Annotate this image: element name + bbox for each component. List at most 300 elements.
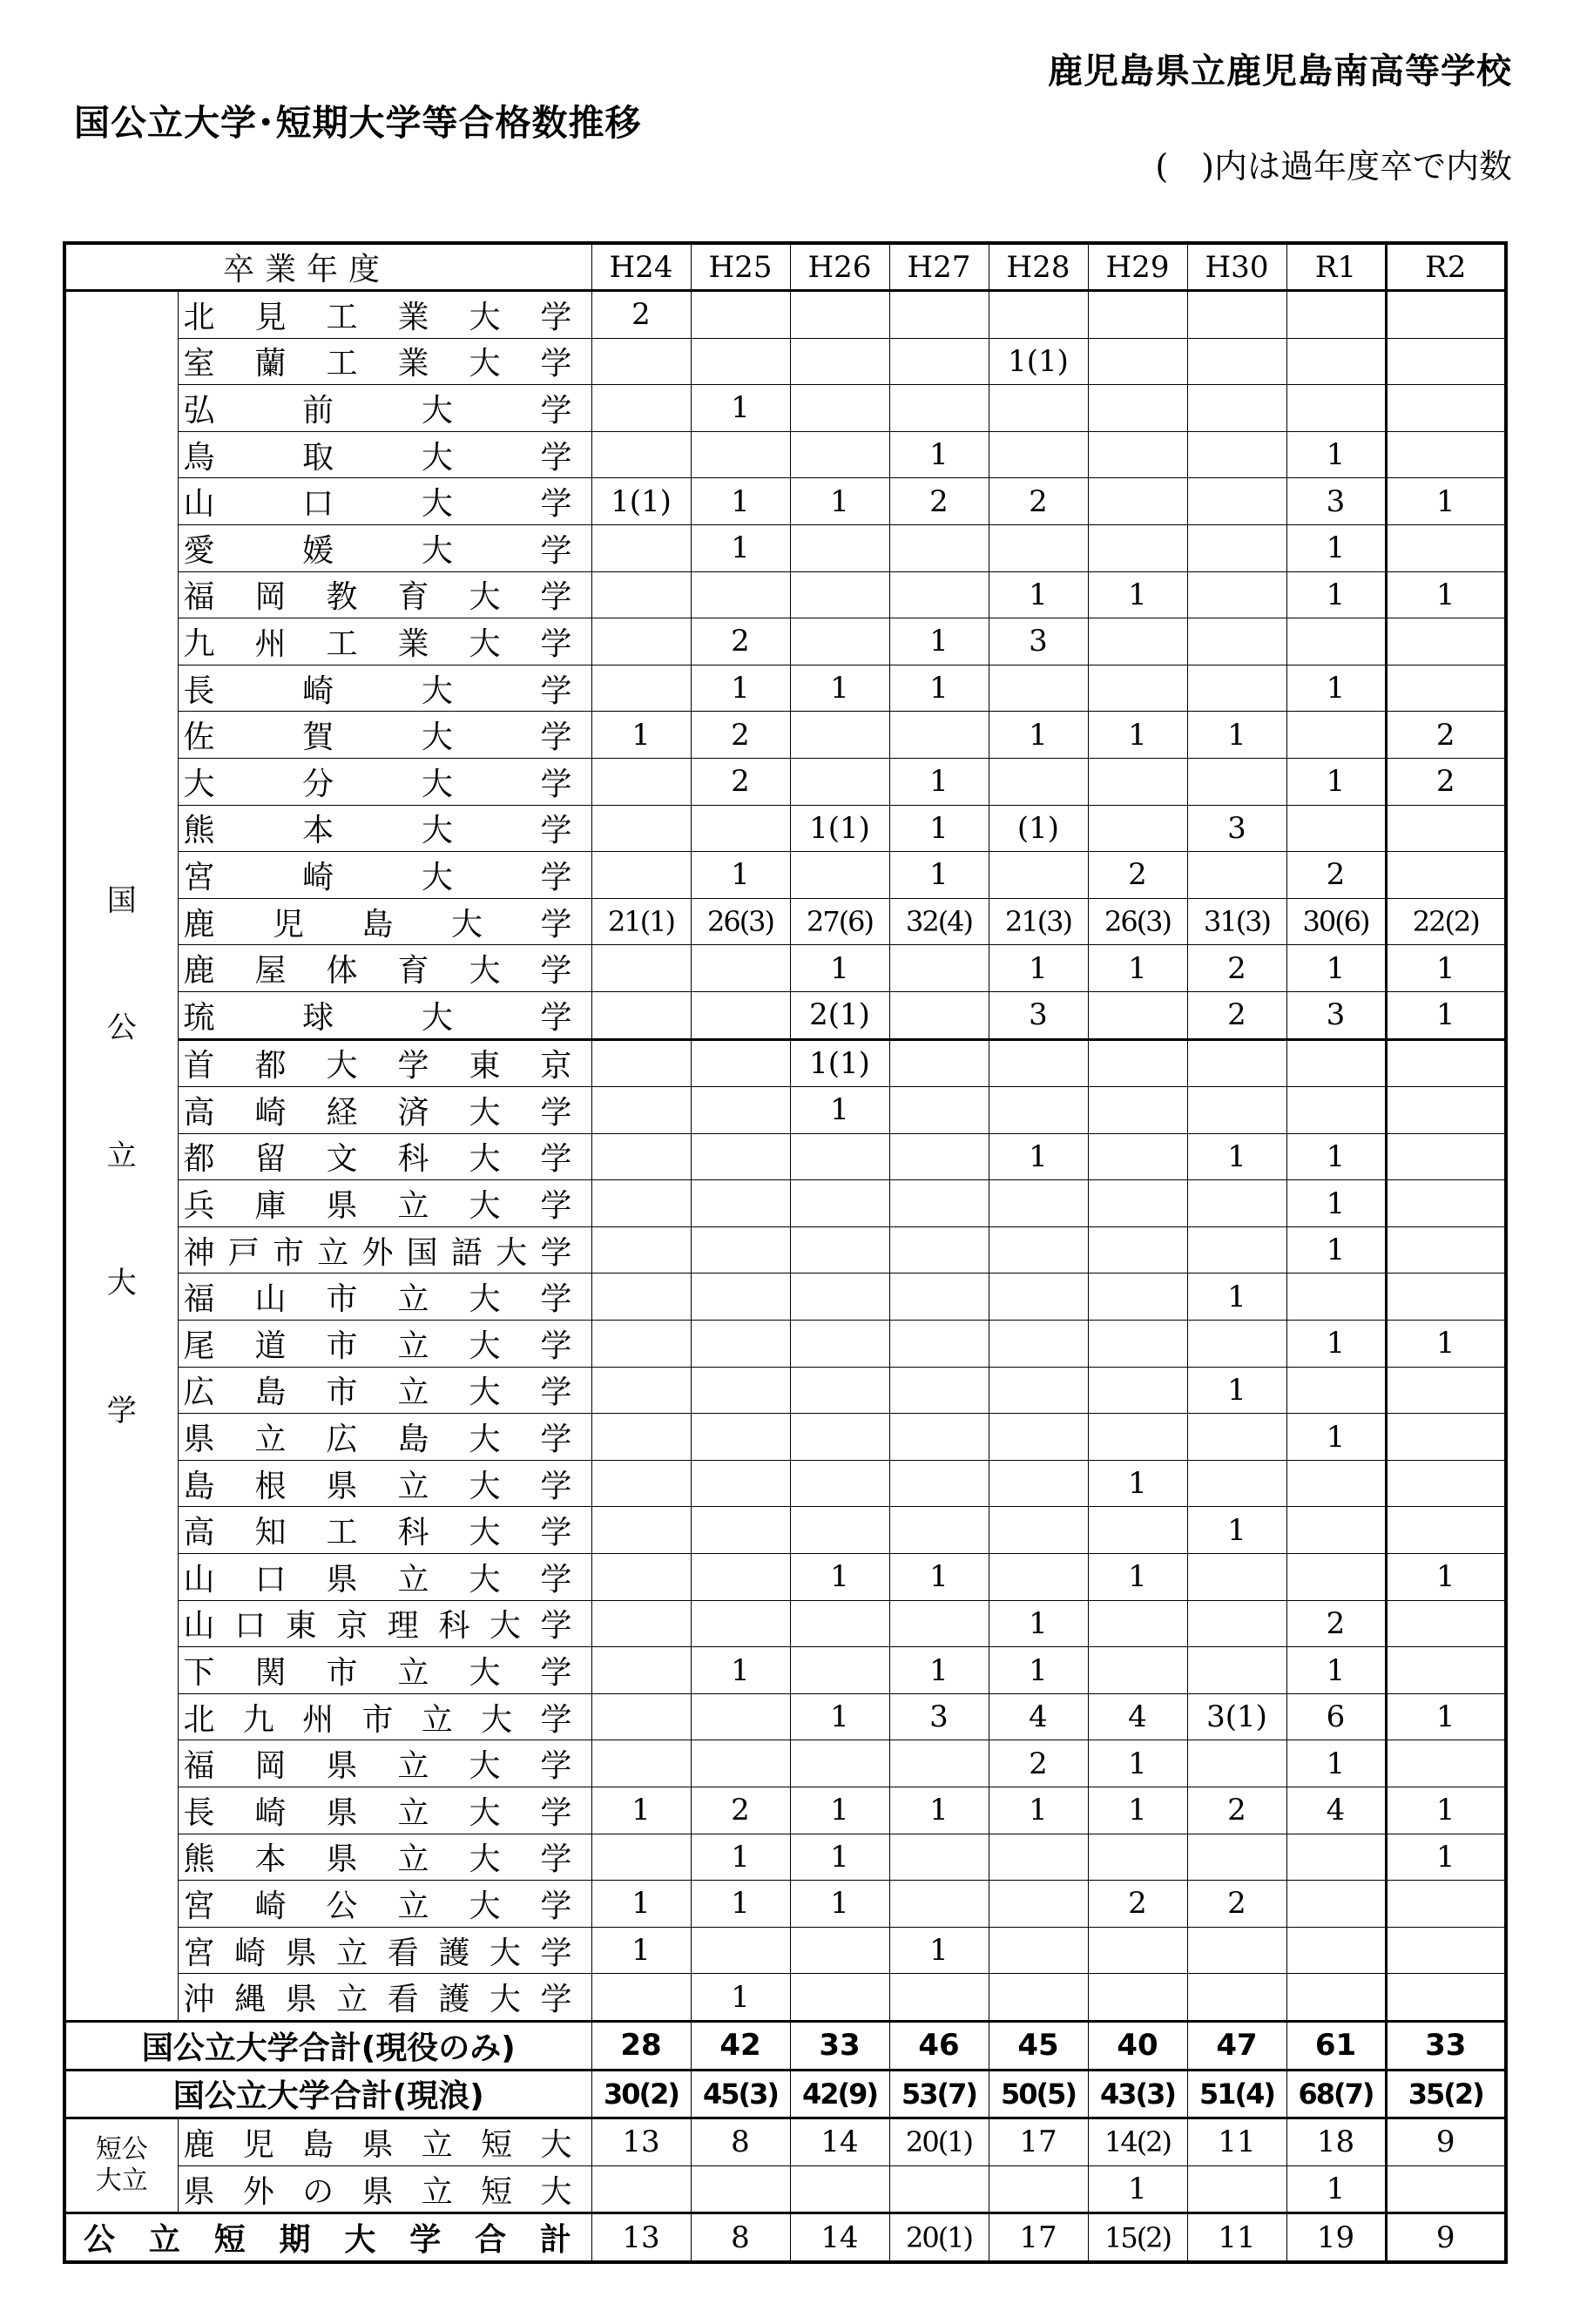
value-cell: 14(2) — [1088, 2118, 1187, 2166]
value-cell: 1(1) — [790, 1039, 889, 1087]
value-cell: 1 — [1286, 431, 1386, 478]
university-name — [178, 431, 591, 478]
value-cell: 1 — [989, 1133, 1088, 1180]
value-cell: 13 — [591, 2118, 691, 2166]
value-cell — [1187, 1226, 1286, 1273]
university-row — [64, 898, 1506, 945]
value-cell — [1386, 805, 1506, 852]
value-cell — [889, 1881, 989, 1928]
value-cell — [1088, 431, 1187, 478]
value-cell — [1088, 1600, 1187, 1647]
value-cell: 1 — [790, 1087, 889, 1134]
value-cell: 20(1) — [889, 2213, 989, 2262]
value-cell — [1088, 1133, 1187, 1180]
value-cell — [691, 431, 790, 478]
row-label: 弘 前 大 学 — [183, 392, 572, 429]
value-cell: 68(7) — [1286, 2070, 1386, 2118]
row-label: 北 見 工 業 大 学 — [183, 299, 572, 335]
value-cell: 21(3) — [989, 898, 1088, 945]
value-cell — [1187, 1554, 1286, 1601]
value-cell — [691, 338, 790, 385]
value-cell: 26(3) — [1088, 898, 1187, 945]
university-row — [64, 571, 1506, 618]
value-cell — [691, 1554, 790, 1601]
value-cell — [591, 1600, 691, 1647]
value-cell — [790, 852, 889, 899]
value-cell: 1 — [790, 1881, 889, 1928]
row-label: 熊 本 県 立 大 学 — [183, 1841, 572, 1878]
value-cell — [889, 2165, 989, 2213]
value-cell — [889, 991, 989, 1039]
value-cell: 1 — [989, 1600, 1088, 1647]
value-cell — [1386, 1600, 1506, 1647]
value-cell — [691, 1180, 790, 1227]
university-row — [64, 338, 1506, 385]
value-cell: 1 — [1088, 1460, 1187, 1507]
value-cell — [790, 2165, 889, 2213]
value-cell — [889, 1367, 989, 1414]
value-cell — [1088, 1039, 1187, 1087]
value-cell: 2 — [1286, 852, 1386, 899]
value-cell — [989, 1834, 1088, 1881]
value-cell: 3(1) — [1187, 1693, 1286, 1740]
value-cell: 47 — [1187, 2021, 1286, 2070]
value-cell — [1187, 1927, 1286, 1974]
value-cell: 3 — [889, 1693, 989, 1740]
value-cell — [691, 805, 790, 852]
total-label: 国公立大学合計(現役のみ) — [64, 2021, 591, 2070]
value-cell — [1286, 1881, 1386, 1928]
value-cell: (1) — [989, 805, 1088, 852]
row-label: 九 州 工 業 大 学 — [183, 625, 572, 662]
value-cell — [989, 1974, 1088, 2022]
row-label: 佐 賀 大 学 — [183, 719, 572, 756]
value-cell — [1187, 1087, 1286, 1134]
value-cell: 17 — [989, 2213, 1088, 2262]
value-cell — [591, 1321, 691, 1368]
value-cell — [591, 1834, 691, 1881]
value-cell — [1386, 385, 1506, 432]
value-cell — [790, 1133, 889, 1180]
value-cell: 1 — [1088, 945, 1187, 992]
value-cell — [1286, 1087, 1386, 1134]
value-cell: 3 — [989, 991, 1088, 1039]
value-cell: 2 — [1088, 1881, 1187, 1928]
row-label: 広 島 市 立 大 学 — [183, 1375, 572, 1411]
value-cell: 28 — [591, 2021, 691, 2070]
university-name — [178, 852, 591, 899]
value-cell: 1 — [591, 1787, 691, 1834]
value-cell: 1 — [691, 665, 790, 712]
value-cell — [1187, 758, 1286, 805]
value-cell: 1 — [889, 618, 989, 665]
value-cell — [1286, 1460, 1386, 1507]
value-cell — [1386, 618, 1506, 665]
university-row — [64, 991, 1506, 1039]
value-cell: 1 — [691, 524, 790, 571]
value-cell: 4 — [989, 1693, 1088, 1740]
value-cell — [1088, 1087, 1187, 1134]
value-cell: 43(3) — [1088, 2070, 1187, 2118]
university-name — [178, 805, 591, 852]
value-cell: 1 — [989, 712, 1088, 759]
value-cell: 1 — [790, 1787, 889, 1834]
junior-college-name — [178, 2118, 591, 2166]
value-cell — [591, 431, 691, 478]
university-row — [64, 712, 1506, 759]
value-cell — [1088, 385, 1187, 432]
value-cell: 1 — [1187, 712, 1286, 759]
value-cell: 1 — [889, 1927, 989, 1974]
value-cell: 14 — [790, 2118, 889, 2166]
value-cell: 2 — [989, 478, 1088, 525]
value-cell — [1088, 1974, 1187, 2022]
value-cell — [1386, 1226, 1506, 1273]
value-cell — [591, 1133, 691, 1180]
value-cell — [691, 1039, 790, 1087]
value-cell — [790, 1647, 889, 1694]
value-cell — [591, 1647, 691, 1694]
row-label: 島 根 県 立 大 学 — [183, 1468, 572, 1504]
value-cell — [790, 1226, 889, 1273]
university-row — [64, 1974, 1506, 2022]
row-label: 鹿 児 島 県 立 短 大 — [183, 2126, 572, 2163]
value-cell: 30(6) — [1286, 898, 1386, 945]
value-cell — [790, 291, 889, 339]
value-cell — [889, 571, 989, 618]
value-cell: 1 — [989, 571, 1088, 618]
university-name — [178, 385, 591, 432]
value-cell: 1 — [1187, 1367, 1286, 1414]
value-cell — [989, 758, 1088, 805]
value-cell — [989, 1039, 1088, 1087]
university-row — [64, 1087, 1506, 1134]
university-row — [64, 1834, 1506, 1881]
value-cell — [691, 945, 790, 992]
year-R2: R2 — [1386, 243, 1506, 291]
value-cell: 1 — [790, 1834, 889, 1881]
value-cell: 1 — [1088, 1787, 1187, 1834]
value-cell — [889, 1740, 989, 1787]
value-cell — [1088, 1273, 1187, 1321]
value-cell — [1386, 1039, 1506, 1087]
value-cell: 1 — [691, 1834, 790, 1881]
group-label-junior: 短公 大立 — [64, 2118, 178, 2213]
value-cell — [1088, 291, 1187, 339]
value-cell — [1386, 852, 1506, 899]
value-cell — [1187, 1180, 1286, 1227]
value-cell — [889, 1226, 989, 1273]
value-cell: 1 — [790, 478, 889, 525]
value-cell: 1(1) — [989, 338, 1088, 385]
value-cell — [1187, 1974, 1286, 2022]
value-cell: 2 — [1187, 991, 1286, 1039]
value-cell — [989, 431, 1088, 478]
total-all-row — [64, 2070, 1506, 2118]
university-name — [178, 1367, 591, 1414]
value-cell — [591, 1039, 691, 1087]
value-cell: 1 — [1088, 571, 1187, 618]
value-cell — [790, 1414, 889, 1461]
value-cell: 2 — [691, 758, 790, 805]
row-label: 宮 崎 公 立 大 学 — [183, 1888, 572, 1924]
value-cell — [889, 1974, 989, 2022]
university-row — [64, 1226, 1506, 1273]
value-cell: 2 — [1386, 712, 1506, 759]
junior-total-label — [64, 2213, 591, 2262]
row-label: 熊 本 大 学 — [183, 813, 572, 849]
value-cell — [1386, 1087, 1506, 1134]
university-name — [178, 618, 591, 665]
university-name — [178, 1226, 591, 1273]
university-name — [178, 1974, 591, 2022]
value-cell — [1187, 618, 1286, 665]
value-cell — [591, 665, 691, 712]
university-name — [178, 1273, 591, 1321]
value-cell — [989, 665, 1088, 712]
value-cell — [989, 1507, 1088, 1554]
university-row — [64, 1507, 1506, 1554]
value-cell — [790, 1273, 889, 1321]
row-label: 都 留 文 科 大 学 — [183, 1141, 572, 1178]
value-cell — [1286, 291, 1386, 339]
value-cell — [691, 1367, 790, 1414]
value-cell — [1187, 1600, 1286, 1647]
value-cell — [790, 1321, 889, 1368]
value-cell — [591, 2165, 691, 2213]
row-label: 首 都 大 学 東 京 — [183, 1048, 572, 1084]
value-cell — [889, 385, 989, 432]
value-cell — [691, 571, 790, 618]
value-cell — [1386, 1180, 1506, 1227]
university-name — [178, 1554, 591, 1601]
value-cell: 1 — [1286, 2165, 1386, 2213]
value-cell: 1 — [591, 1927, 691, 1974]
row-label: 琉 球 大 学 — [183, 999, 572, 1036]
value-cell — [1386, 1273, 1506, 1321]
value-cell — [691, 991, 790, 1039]
year-H25: H25 — [691, 243, 790, 291]
university-row — [64, 1881, 1506, 1928]
value-cell: 13 — [591, 2213, 691, 2262]
value-cell: 1 — [889, 431, 989, 478]
value-cell — [591, 852, 691, 899]
university-name — [178, 945, 591, 992]
value-cell — [1187, 291, 1286, 339]
university-name — [178, 991, 591, 1039]
value-cell — [1187, 852, 1286, 899]
value-cell — [1386, 1974, 1506, 2022]
value-cell: 15(2) — [1088, 2213, 1187, 2262]
university-row — [64, 1693, 1506, 1740]
value-cell: 33 — [1386, 2021, 1506, 2070]
value-cell — [591, 1460, 691, 1507]
value-cell — [1187, 665, 1286, 712]
value-cell: 20(1) — [889, 2118, 989, 2166]
value-cell: 2 — [1187, 1787, 1286, 1834]
value-cell — [1286, 1927, 1386, 1974]
value-cell — [1187, 524, 1286, 571]
university-row — [64, 758, 1506, 805]
value-cell: 2 — [691, 618, 790, 665]
value-cell — [1386, 1740, 1506, 1787]
row-label: 沖 縄 県 立 看 護 大 学 — [183, 1982, 572, 2018]
value-cell: 32(4) — [889, 898, 989, 945]
value-cell — [790, 571, 889, 618]
value-cell: 2 — [1187, 945, 1286, 992]
value-cell: 1 — [1286, 1740, 1386, 1787]
admissions-table — [63, 241, 1508, 2264]
value-cell — [1187, 2165, 1286, 2213]
value-cell — [691, 1600, 790, 1647]
value-cell — [691, 1087, 790, 1134]
row-label: 鹿 児 島 大 学 — [183, 906, 572, 942]
value-cell: 1 — [889, 665, 989, 712]
row-label: 山 口 大 学 — [183, 486, 572, 523]
value-cell — [989, 1414, 1088, 1461]
value-cell — [989, 2165, 1088, 2213]
header-row — [64, 243, 1506, 291]
value-cell — [591, 1507, 691, 1554]
value-cell — [889, 338, 989, 385]
university-row — [64, 945, 1506, 992]
university-name — [178, 1834, 591, 1881]
value-cell: 1 — [1187, 1507, 1286, 1554]
value-cell: 1 — [691, 478, 790, 525]
value-cell: 46 — [889, 2021, 989, 2070]
value-cell: 1 — [1088, 712, 1187, 759]
total-current-row — [64, 2021, 1506, 2070]
value-cell — [1386, 1367, 1506, 1414]
value-cell — [591, 758, 691, 805]
university-name — [178, 712, 591, 759]
value-cell — [691, 1507, 790, 1554]
value-cell — [591, 1226, 691, 1273]
value-cell: 2 — [1088, 852, 1187, 899]
value-cell — [1286, 338, 1386, 385]
value-cell — [1386, 665, 1506, 712]
value-cell — [591, 1554, 691, 1601]
value-cell — [1386, 1460, 1506, 1507]
value-cell — [1286, 618, 1386, 665]
value-cell: 2(1) — [790, 991, 889, 1039]
value-cell — [691, 1414, 790, 1461]
university-name — [178, 1180, 591, 1227]
value-cell — [1088, 338, 1187, 385]
value-cell — [1187, 1834, 1286, 1881]
value-cell — [790, 524, 889, 571]
junior-college-row — [64, 2165, 1506, 2213]
value-cell: 1 — [1088, 2165, 1187, 2213]
value-cell: 1 — [1286, 945, 1386, 992]
value-cell — [591, 1087, 691, 1134]
university-row — [64, 1133, 1506, 1180]
university-name — [178, 1647, 591, 1694]
value-cell: 2 — [691, 712, 790, 759]
value-cell: 61 — [1286, 2021, 1386, 2070]
value-cell: 45 — [989, 2021, 1088, 2070]
value-cell — [591, 1740, 691, 1787]
university-name — [178, 1460, 591, 1507]
value-cell: 4 — [1088, 1693, 1187, 1740]
university-name — [178, 1414, 591, 1461]
year-R1: R1 — [1286, 243, 1386, 291]
value-cell: 1 — [790, 1693, 889, 1740]
row-label: 高 知 工 科 大 学 — [183, 1515, 572, 1551]
value-cell — [691, 2165, 790, 2213]
value-cell — [889, 1460, 989, 1507]
value-cell — [1286, 712, 1386, 759]
value-cell — [790, 338, 889, 385]
value-cell — [691, 291, 790, 339]
year-H26: H26 — [790, 243, 889, 291]
row-label: 福 山 市 立 大 学 — [183, 1281, 572, 1318]
value-cell — [1286, 1367, 1386, 1414]
value-cell — [989, 1087, 1088, 1134]
value-cell — [1187, 571, 1286, 618]
value-cell — [1088, 1321, 1187, 1368]
year-H29: H29 — [1088, 243, 1187, 291]
value-cell: 1 — [889, 1787, 989, 1834]
row-label: 県 外 の 県 立 短 大 — [183, 2173, 572, 2210]
value-cell — [790, 431, 889, 478]
value-cell: 1 — [1386, 1321, 1506, 1368]
value-cell — [989, 1554, 1088, 1601]
value-cell: 1 — [1386, 1693, 1506, 1740]
value-cell — [790, 1740, 889, 1787]
total-label: 国公立大学合計(現浪) — [64, 2070, 591, 2118]
value-cell: 1 — [989, 1647, 1088, 1694]
university-name — [178, 1321, 591, 1368]
value-cell — [790, 1460, 889, 1507]
row-label: 長 崎 大 学 — [183, 672, 572, 709]
value-cell — [1386, 1414, 1506, 1461]
university-row — [64, 1414, 1506, 1461]
university-row — [64, 665, 1506, 712]
university-row — [64, 385, 1506, 432]
value-cell — [1286, 1974, 1386, 2022]
year-H27: H27 — [889, 243, 989, 291]
value-cell: 22(2) — [1386, 898, 1506, 945]
row-label: 鹿 屋 体 育 大 学 — [183, 953, 572, 990]
note: ( )内は過年度卒で内数 — [1155, 147, 1512, 186]
university-row — [64, 618, 1506, 665]
value-cell: 3 — [1187, 805, 1286, 852]
value-cell: 1 — [1286, 1321, 1386, 1368]
value-cell — [591, 1367, 691, 1414]
value-cell — [691, 1693, 790, 1740]
value-cell — [591, 991, 691, 1039]
value-cell: 9 — [1386, 2118, 1506, 2166]
value-cell: 51(4) — [1187, 2070, 1286, 2118]
value-cell — [1187, 338, 1286, 385]
value-cell: 17 — [989, 2118, 1088, 2166]
value-cell — [1187, 431, 1286, 478]
value-cell — [1187, 1740, 1286, 1787]
university-name — [178, 1600, 591, 1647]
value-cell: 1 — [1286, 571, 1386, 618]
value-cell — [1286, 1834, 1386, 1881]
university-row — [64, 1460, 1506, 1507]
university-row — [64, 524, 1506, 571]
value-cell: 9 — [1386, 2213, 1506, 2262]
row-label: 山 口 県 立 大 学 — [183, 1561, 572, 1598]
value-cell: 1 — [1386, 1787, 1506, 1834]
value-cell — [1386, 1133, 1506, 1180]
value-cell: 1 — [1386, 478, 1506, 525]
value-cell: 1 — [591, 1881, 691, 1928]
value-cell: 11 — [1187, 2118, 1286, 2166]
